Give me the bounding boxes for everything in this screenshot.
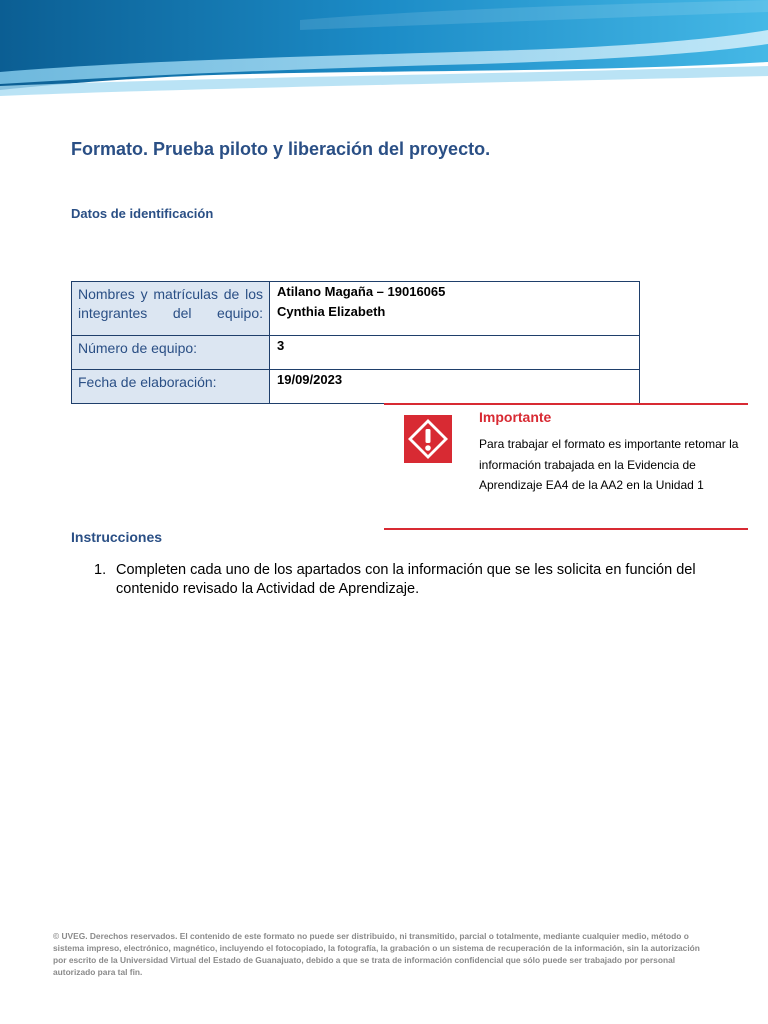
team-member-2: Cynthia Elizabeth <box>277 304 386 319</box>
warning-icon <box>404 415 452 463</box>
important-text: Para trabajar el formato es importante retomar la información trabajada en la Evidencia de Aprendizaje EA4 de la AA2 en la Unidad 1 <box>479 437 739 492</box>
table-label-team-number: Número de equipo: <box>72 336 270 370</box>
instructions-list <box>94 561 714 599</box>
table-row <box>72 370 640 404</box>
page-title: Formato. Prueba piloto y liberación del proyecto. <box>71 139 491 159</box>
table-label-date: Fecha de elaboración: <box>72 370 270 404</box>
table-row <box>72 336 640 370</box>
table-value-date: 19/09/2023 <box>270 370 640 404</box>
instructions-title: Instrucciones <box>71 529 163 545</box>
table-value-team-number: 3 <box>270 336 640 370</box>
list-item-text: Completen cada uno de los apartados con la información que se les solicita en función del contenido revisado la Actividad de Aprendizaje. <box>116 562 696 597</box>
important-title: Importante <box>479 409 552 425</box>
important-callout <box>384 403 748 530</box>
team-member-1: Atilano Magaña – 19016065 <box>277 284 446 299</box>
identification-table <box>71 281 640 404</box>
list-item-number: 1. <box>94 562 107 578</box>
table-label-team-members: Nombres y matrículas de los integrantes del equipo: <box>72 282 270 336</box>
list-item <box>94 561 714 599</box>
copyright-footer: © UVEG. Derechos reservados. El contenido de este formato no puede ser distribuido, ni transmitido, parcial o totalmente, mediante cualquier medio, método o sistema impreso, electrónico, magnético, incluyendo el fotocopiado, la fotografía, la grabación o un sistema de recuperación de la información, sin la autorización por escrito de la Universidad Virtual del Estado de Guanajuato, debido a que se trata de información confidencial que sólo puede ser trabajado por personal autorizado para tal fin. <box>53 931 700 977</box>
section-title-identification: Datos de identificación <box>71 206 214 221</box>
table-value-team-members <box>270 282 640 336</box>
table-row <box>72 282 640 336</box>
header-banner <box>0 0 768 100</box>
